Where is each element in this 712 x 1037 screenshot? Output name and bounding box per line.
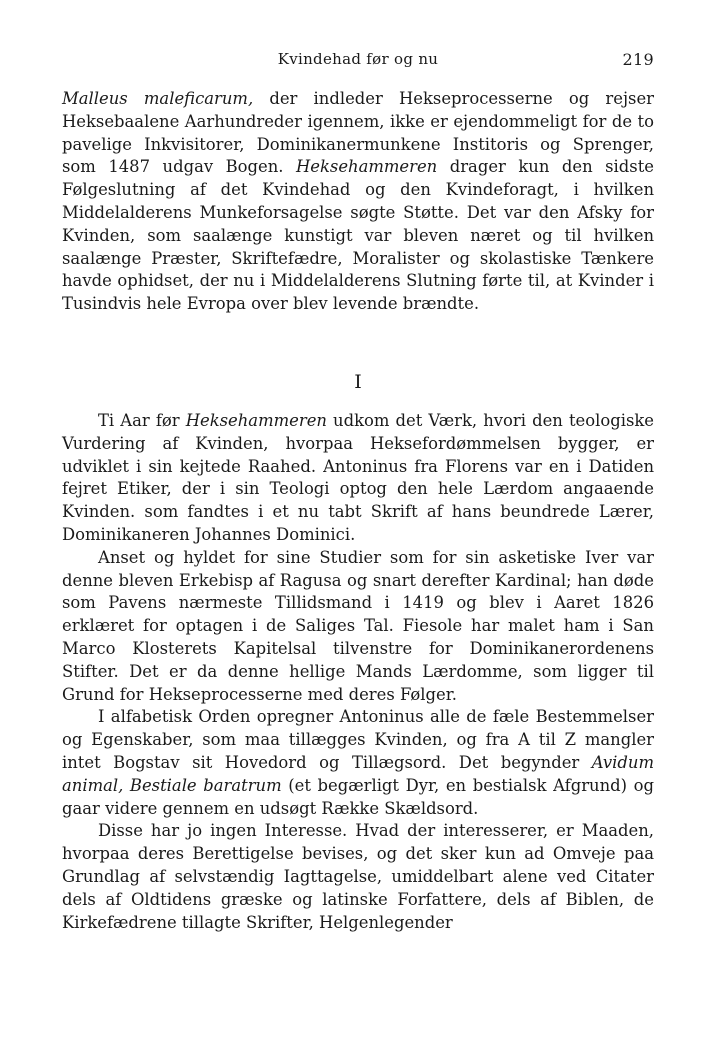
paragraph-4-text-a: I alfabetisk Orden opregner Antoninus alle de fæle Bestemmelser og Egenskaber, som maa tillægges Kvinden, og fra A til Z mangler intet Bogstav sit Hovedord og Tillægsord. Det begynder bbox=[62, 707, 654, 772]
paragraph-2-text-b: udkom det Værk, hvori den teologiske Vurdering af Kvinden, hvorpaa Heksefordømmelsen bygger, er udviklet i sin kejtede Raahed. Antoninus fra Florens var en i Datiden fejret Etiker, der i sin Teologi optog den hele Lærdom angaaende Kvinden. som fandtes i et nu tabt Skrift af hans beundrede Lærer, Dominikaneren Johannes Dominici. bbox=[62, 410, 654, 544]
book-title-heksehammeren: Heksehammeren bbox=[295, 157, 438, 177]
paragraph-2 bbox=[62, 410, 654, 547]
paragraph-3: Anset og hyldet for sine Studier som for sin asketiske Iver var denne bleven Erkebisp af Ragusa og snart derefter Kardinal; han døde som Pavens nærmeste Tillidsmand i 1419 og blev i Aaret 1826 erklæret for optagen i de Saliges Tal. Fiesole har malet ham i San Marco Klosterets Kapitelsal tilvenstre for Dominikanerordenens Stifter. Det er da denne hellige Mands Lærdomme, som ligger til Grund for Hekseprocesserne med deres Følger. bbox=[62, 547, 654, 704]
section-number: I bbox=[354, 370, 362, 393]
running-title: Kvindehad før og nu bbox=[277, 50, 439, 68]
page-number: 219 bbox=[622, 50, 654, 69]
paragraph-1-text-b: drager kun den sidste Følgeslutning af det Kvindehad og den Kvindeforagt, i hvilken Middelalderens Munkeforsagelse søgte Støtte. Det var den Afsky for Kvinden, som saalænge kunstigt var bleven næret og til hvilken saalænge Præster, Skriftefædre, Moralister og skolastiske Tænkere havde ophidset, der nu i Middelalderens Slutning førte til, at Kvinder i Tusindvis hele Evropa over blev levende brændte. bbox=[62, 157, 654, 314]
running-head bbox=[62, 48, 654, 74]
body-text bbox=[62, 88, 654, 934]
paragraph-5: Disse har jo ingen Interesse. Hvad der interesserer, er Maaden, hvorpaa deres Berettigelse bevises, og det sker kun ad Omveje paa Grundlag af selvstændig Iagttagelse, umiddelbart alene ved Citater dels af Oldtidens græske og latinske Forfattere, dels af Biblen, de Kirkefædrene tillagte Skrifter, Helgenlegender bbox=[62, 821, 654, 932]
paragraph-1 bbox=[62, 88, 654, 316]
book-title-heksehammeren-2: Heksehammeren bbox=[185, 410, 327, 430]
book-title-malleus: Malleus maleficarum, bbox=[62, 89, 254, 108]
latin-phrase: Avidum animal, Bestiale baratrum bbox=[62, 752, 654, 795]
paragraph-2-text-a: Ti Aar før bbox=[98, 410, 186, 430]
paragraph-4 bbox=[62, 706, 654, 820]
paragraph-4-text-b: (et begærligt Dyr, en bestialsk Afgrund) og gaar videre gennem en udsøgt Række Skældsord. bbox=[62, 775, 654, 818]
paragraph-1-text-a: der indleder Hekseprocesserne og rejser Heksebaalene Aarhundreder igennem, ikke er ejendommeligt for de to pavelige Inkvisitorer, Dominikanermunkene Institoris og Sprenger, som 1487 udgav Bogen. bbox=[62, 89, 654, 177]
book-page bbox=[62, 48, 654, 934]
